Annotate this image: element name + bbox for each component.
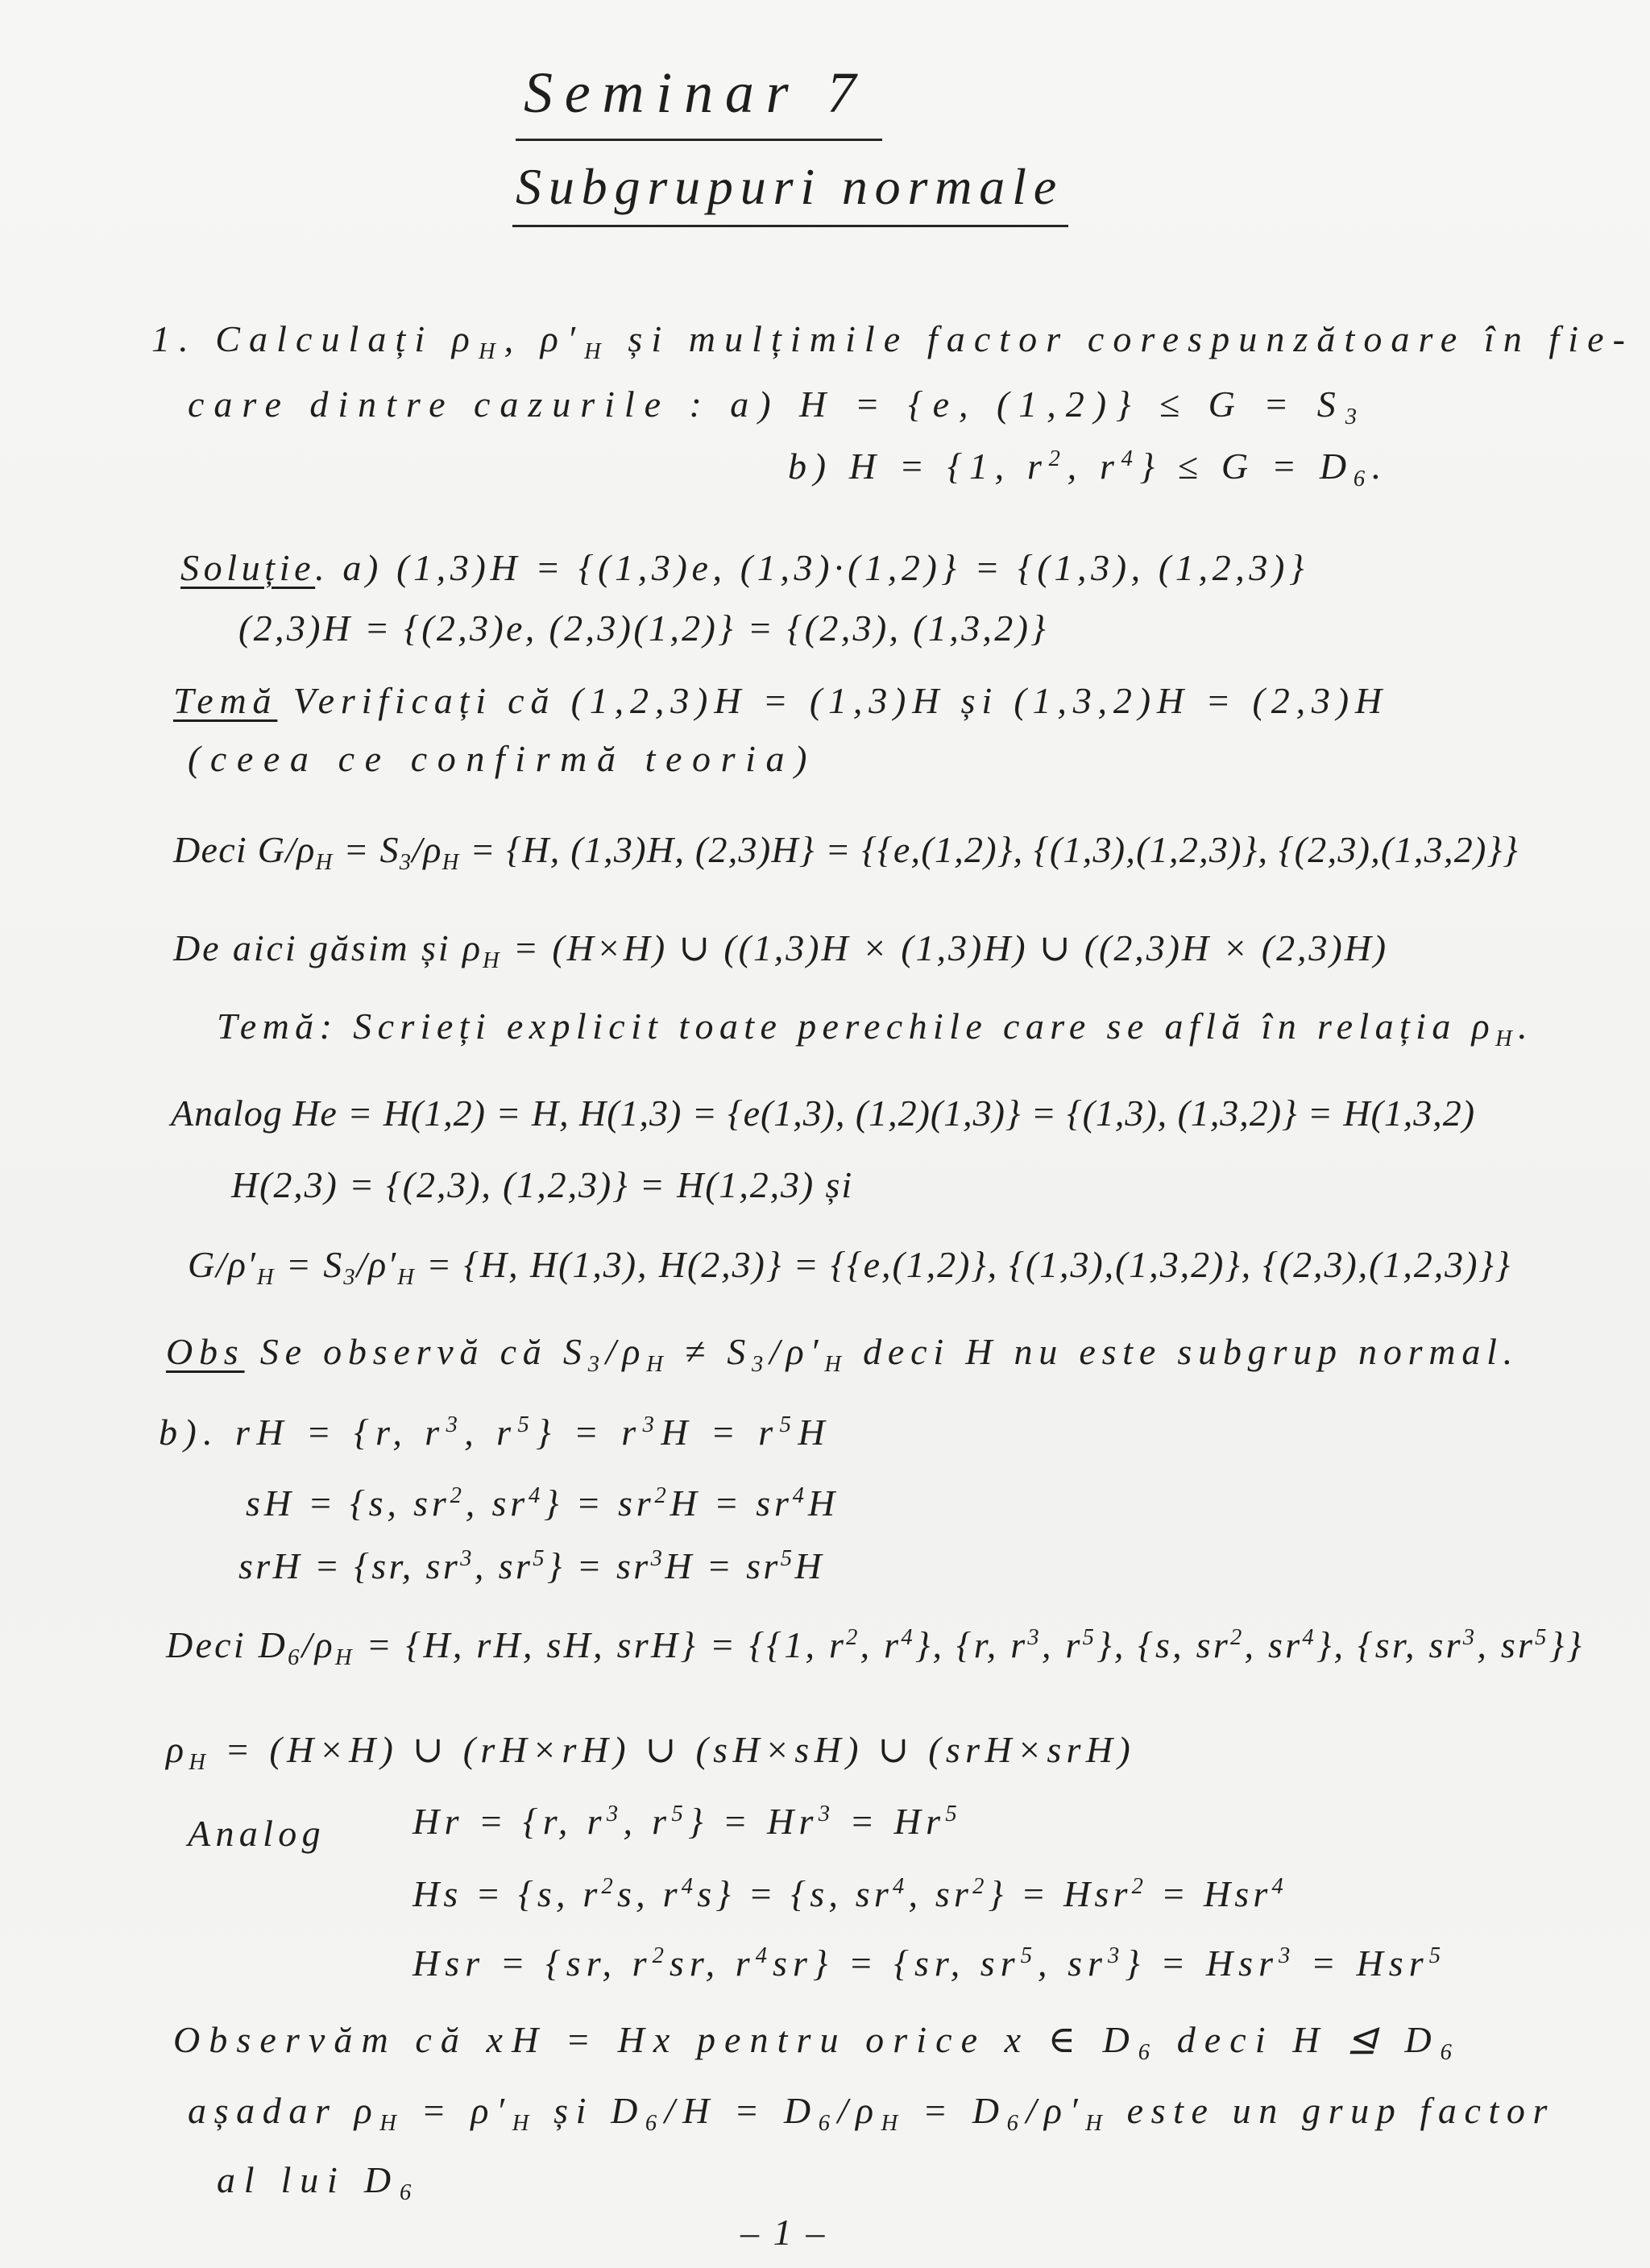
superscript: 2	[972, 1874, 989, 1900]
line-text	[173, 924, 1388, 972]
solution-a-line-6	[173, 924, 1388, 972]
subscript: 6	[818, 2111, 838, 2137]
solution-a-line-1	[180, 544, 1308, 592]
text-run: G/ρ′	[188, 1244, 257, 1285]
superscript: 2	[1230, 1625, 1245, 1651]
text-run: = D	[905, 2090, 1007, 2131]
text-run: care dintre cazurile : a) H = {e, (1,2)} ≤ G = S	[188, 384, 1345, 425]
text-run: (2,3)H = {(2,3)e, (2,3)(1,2)} = {(2,3), (1,3,2)}	[238, 607, 1048, 649]
solution-b-line-10	[188, 2087, 1555, 2135]
subscript: 6	[288, 1645, 302, 1671]
text-run: H	[794, 1545, 824, 1586]
superscript: 5	[1535, 1625, 1549, 1651]
superscript: 5	[533, 1546, 547, 1572]
line-text	[217, 2156, 420, 2204]
superscript: 3	[1462, 1625, 1478, 1651]
superscript: 2	[1131, 1874, 1148, 1900]
line-text	[173, 826, 1519, 874]
text-run: srH = {sr, sr	[238, 1545, 461, 1586]
line-text	[188, 2087, 1555, 2135]
solution-b-line-2	[246, 1479, 839, 1528]
text-run: = {H, H(1,3), H(2,3)} = {{e,(1,2)}, {(1,3),(1,3,2)}, {(2,3),(1,2,3)}}	[415, 1244, 1511, 1285]
text-run: , r	[1041, 1624, 1083, 1665]
solution-a-line-2	[238, 604, 1048, 653]
line-text	[188, 735, 817, 783]
text-run: s} = {s, sr	[697, 1873, 893, 1914]
superscript: 2	[652, 1943, 670, 1969]
subscript: H	[584, 339, 610, 365]
superscript: 4	[901, 1625, 915, 1651]
line-text	[188, 1241, 1511, 1289]
text-run: , r	[860, 1624, 902, 1665]
solution-a-line-10	[188, 1241, 1511, 1289]
text-run: = S	[333, 829, 400, 870]
text-run: } = Hsr	[988, 1873, 1132, 1914]
superscript: 3	[642, 1412, 661, 1438]
text-run: sr} = {sr, sr	[773, 1943, 1021, 1984]
subtitle-underline	[512, 225, 1068, 227]
superscript: 5	[945, 1802, 962, 1827]
text-run: /ρ	[837, 2090, 881, 2131]
line-text	[412, 1797, 962, 1846]
text-run: deci H nu este subgrup normal.	[847, 1331, 1519, 1372]
solution-b-line-9	[173, 2016, 1461, 2064]
line-text	[180, 544, 1308, 592]
superscript: 3	[1027, 1625, 1042, 1651]
subscript: H	[189, 1750, 211, 1776]
text-run: , r	[623, 1801, 672, 1842]
text-run: /ρ′	[769, 1331, 825, 1372]
superscript: 4	[893, 1874, 909, 1900]
superscript: 4	[529, 1483, 545, 1509]
text-run: } = sr	[544, 1482, 655, 1524]
page-subtitle-text: Subgrupuri normale	[516, 158, 1063, 215]
superscript: 3	[818, 1802, 835, 1827]
text-run: Hs = {s, r	[412, 1873, 602, 1914]
superscript: 3	[446, 1412, 465, 1438]
text-run: Se observă că S	[244, 1331, 588, 1372]
page-title	[524, 56, 868, 129]
solution-a-line-5	[173, 826, 1519, 874]
text-run: Hr = {r, r	[412, 1801, 607, 1842]
superscript: 3	[460, 1546, 475, 1572]
analog-label-text: Analog	[188, 1813, 325, 1854]
line-body	[244, 1331, 1519, 1378]
text-run: , ρ′	[504, 318, 585, 359]
subscript: H	[824, 1352, 848, 1378]
line-text	[238, 604, 1048, 653]
text-run: (ceea ce confirmă teoria)	[188, 738, 817, 779]
subscript: H	[379, 2111, 404, 2137]
text-run: . a) (1,3)H = {(1,3)e, (1,3)·(1,2)} = {(1,3), (1,2,3)}	[315, 547, 1308, 588]
line-text	[238, 1542, 824, 1590]
text-run: sH = {s, sr	[246, 1482, 450, 1524]
text-run: H = sr	[670, 1482, 793, 1524]
solution-a-line-4	[188, 735, 817, 783]
line-text	[217, 1002, 1533, 1051]
text-run: , sr	[474, 1545, 533, 1586]
text-run: Temă: Scrieți explicit toate perechile care se află în relația ρ	[217, 1005, 1496, 1047]
text-run: , sr	[1038, 1943, 1108, 1984]
subscript: 6	[1006, 2111, 1026, 2137]
subscript: 6	[645, 2111, 665, 2137]
text-run: b) H = {1, r	[788, 446, 1049, 487]
text-run: , sr	[465, 1482, 529, 1524]
superscript: 5	[517, 1412, 537, 1438]
text-run: Analog He = H(1,2) = H, H(1,3) = {e(1,3), (1,2)(1,3)} = {(1,3), (1,3,2)} = H(1,3,2)	[171, 1093, 1475, 1134]
subscript: 6	[1353, 466, 1372, 492]
text-run: și mulțimile factor corespunzătoare în fie-	[609, 318, 1635, 359]
superscript: 5	[780, 1546, 795, 1572]
text-run: Hsr = {sr, r	[412, 1943, 653, 1984]
text-run: = {H, rH, sH, srH} = {{1, r	[354, 1624, 847, 1665]
text-run: = (H×H) ∪ ((1,3)H × (1,3)H) ∪ ((2,3)H × (2,3)H)	[501, 927, 1388, 968]
subscript: H	[397, 1265, 416, 1291]
text-run: așadar ρ	[188, 2090, 380, 2131]
text-run: al lui D	[217, 2159, 400, 2200]
problem-line-2	[188, 380, 1366, 429]
text-run: , r	[1067, 446, 1121, 487]
subscript: 3	[587, 1352, 606, 1378]
superscript: 5	[1082, 1625, 1097, 1651]
text-run: sr, r	[669, 1943, 756, 1984]
text-run: s, r	[617, 1873, 682, 1914]
text-run: }, {s, sr	[1097, 1624, 1231, 1665]
text-run: este un grup factor	[1109, 2090, 1555, 2131]
solution-a-line-8	[171, 1089, 1475, 1138]
line-text	[159, 1408, 831, 1457]
superscript: 5	[779, 1412, 798, 1438]
text-run: .	[1371, 446, 1388, 487]
solution-b-line-3	[238, 1542, 824, 1590]
solution-a-line-3	[173, 677, 1388, 725]
page-title-text: Seminar 7	[524, 60, 868, 125]
title-underline	[516, 139, 882, 141]
subscript: 3	[1345, 404, 1366, 430]
superscript: 2	[1048, 446, 1068, 472]
subscript: H	[256, 1265, 276, 1291]
subscript: H	[881, 2111, 906, 2137]
text-run: Deci G/ρ	[173, 829, 316, 870]
subscript: H	[512, 2111, 537, 2137]
superscript: 2	[450, 1483, 466, 1509]
subscript: H	[646, 1352, 670, 1378]
text-run: /ρ	[605, 1331, 647, 1372]
subscript: 3	[343, 1265, 357, 1291]
subscript: H	[478, 339, 504, 365]
text-run: H(2,3) = {(2,3), (1,2,3)} = H(1,2,3) și	[231, 1164, 853, 1205]
text-run: = (H×H) ∪ (rH×rH) ∪ (sH×sH) ∪ (srH×srH)	[210, 1729, 1135, 1770]
text-run: H = sr	[665, 1545, 781, 1586]
line-text	[151, 315, 1634, 363]
subscript: H	[335, 1645, 354, 1671]
superscript: 3	[1279, 1943, 1296, 1969]
page-number	[740, 2208, 839, 2257]
subscript: 3	[752, 1352, 770, 1378]
solution-b-line-7	[412, 1870, 1287, 1918]
superscript: 4	[1271, 1874, 1287, 1900]
subscript: H	[315, 850, 334, 876]
subscript: H	[1085, 2111, 1110, 2137]
line-text	[246, 1479, 839, 1528]
solution-b-line-4	[166, 1621, 1584, 1669]
text-run: Verificați că (1,2,3)H = (1,3)H și (1,3,2)H = (2,3)H	[277, 680, 1388, 721]
solution-a-line-9	[231, 1161, 853, 1209]
analog-label	[188, 1810, 325, 1858]
line-text	[231, 1161, 853, 1209]
text-run: De aici găsim și ρ	[173, 927, 483, 968]
superscript: 5	[671, 1802, 689, 1827]
page-number-text: –1–	[740, 2212, 839, 2253]
text-run: = Hsr	[1147, 1873, 1272, 1914]
solution-b-line-11	[217, 2156, 420, 2204]
text-run: = S	[275, 1244, 344, 1285]
text-run: , sr	[908, 1873, 973, 1914]
text-run: , sr	[1244, 1624, 1303, 1665]
text-run: /H = D	[664, 2090, 819, 2131]
subscript: 6	[399, 2180, 420, 2206]
text-run: }}	[1548, 1624, 1584, 1665]
line-text	[788, 442, 1388, 491]
text-run: , r	[464, 1412, 518, 1453]
text-run: 1. Calculați ρ	[151, 318, 479, 359]
text-run: /ρ′	[1026, 2090, 1086, 2131]
subscript: H	[442, 850, 460, 876]
line-body	[315, 547, 1308, 588]
text-run: ≠ S	[669, 1331, 752, 1372]
text-run: }, {sr, sr	[1316, 1624, 1463, 1665]
solution-a-line-7	[217, 1002, 1533, 1051]
obs-label: Obs	[166, 1331, 245, 1372]
solution-b-line-8	[412, 1939, 1446, 1988]
superscript: 5	[1020, 1943, 1039, 1969]
problem-line-1	[151, 315, 1634, 363]
superscript: 2	[601, 1874, 618, 1900]
text-run: , sr	[1477, 1624, 1536, 1665]
solution-b-line-5	[166, 1726, 1135, 1774]
text-run: } = sr	[546, 1545, 651, 1586]
text-run: H = r	[661, 1412, 780, 1453]
superscript: 3	[650, 1546, 665, 1572]
text-run: H	[798, 1412, 831, 1453]
text-run: b). rH = {r, r	[159, 1412, 446, 1453]
subscript: H	[1495, 1026, 1519, 1052]
text-run: = {H, (1,3)H, (2,3)H} = {{e,(1,2)}, {(1,3),(1,2,3)}, {(2,3),(1,3,2)}}	[459, 829, 1519, 870]
text-run: deci H ⊴ D	[1159, 2019, 1441, 2060]
subscript: H	[482, 948, 502, 974]
superscript: 3	[606, 1802, 624, 1827]
text-run: }, {r, r	[914, 1624, 1028, 1665]
superscript: 4	[1302, 1625, 1316, 1651]
line-text	[166, 1621, 1584, 1669]
line-text	[166, 1726, 1135, 1774]
subscript: 3	[399, 850, 412, 876]
subscript: 6	[1138, 2040, 1159, 2066]
superscript: 5	[1428, 1943, 1446, 1969]
solution-label: Soluție	[180, 547, 316, 588]
superscript: 4	[681, 1874, 698, 1900]
line-text	[166, 1328, 1519, 1376]
line-text	[412, 1870, 1287, 1918]
text-run: } ≤ G = D	[1139, 446, 1354, 487]
text-run: } = r	[536, 1412, 643, 1453]
text-run: = Hr	[835, 1801, 946, 1842]
text-run: /ρ	[301, 1624, 336, 1665]
superscript: 3	[1107, 1943, 1126, 1969]
text-run: } = Hr	[688, 1801, 819, 1842]
task-label: Temă	[173, 680, 278, 721]
text-run: și D	[536, 2090, 645, 2131]
line-text	[188, 380, 1366, 429]
superscript: 4	[755, 1943, 773, 1969]
subscript: 6	[1440, 2040, 1461, 2066]
solution-b-line-6	[412, 1797, 962, 1846]
text-run: /ρ	[412, 829, 442, 870]
text-run: .	[1518, 1005, 1533, 1047]
line-body	[277, 680, 1388, 721]
line-text	[173, 2016, 1461, 2064]
text-run: = Hsr	[1296, 1943, 1429, 1984]
text-run: Deci D	[166, 1624, 288, 1665]
page-subtitle	[516, 153, 1063, 221]
text-run: ρ	[166, 1729, 189, 1770]
line-text	[412, 1939, 1446, 1988]
superscript: 4	[792, 1483, 808, 1509]
solution-a-line-11	[166, 1328, 1519, 1376]
superscript: 2	[654, 1483, 670, 1509]
text-run: } = Hsr	[1125, 1943, 1279, 1984]
text-run: = ρ′	[404, 2090, 512, 2131]
problem-line-3	[788, 442, 1388, 491]
text-run: /ρ′	[356, 1244, 398, 1285]
line-text	[171, 1089, 1475, 1138]
line-text	[173, 677, 1388, 725]
text-run: H	[807, 1482, 839, 1524]
solution-b-line-1	[159, 1408, 831, 1457]
text-run: Observăm că xH = Hx pentru orice x ∈ D	[173, 2019, 1138, 2060]
superscript: 2	[846, 1625, 860, 1651]
superscript: 4	[1121, 446, 1140, 472]
